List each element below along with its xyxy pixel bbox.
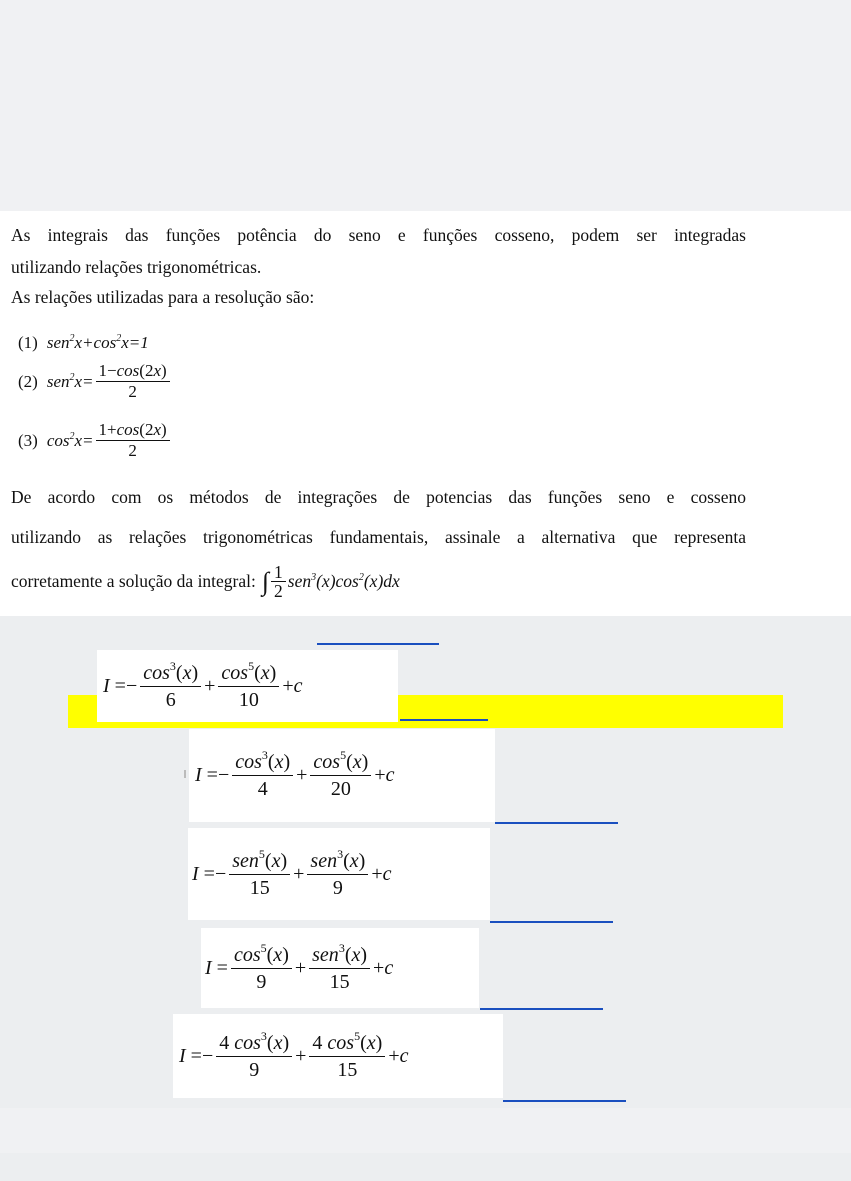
- option-e[interactable]: I =− $\frac{4 \cos^3(x)}{9}$ + $\frac{4 \cos^5(x)}{15}$ + c: [173, 1014, 503, 1098]
- option-b-underline: [495, 822, 618, 824]
- option-b[interactable]: I =− $\frac{\cos^3(x)}{4}$ + $\frac{\cos^5(x)}{20}$ + c: [189, 729, 495, 822]
- option-a-underline: [400, 719, 488, 721]
- relation-3: [18, 420, 172, 461]
- question-line-6: [11, 563, 400, 600]
- question-line-6-text: corretamente a solução da integral:: [11, 571, 256, 591]
- option-d-underline: [480, 1008, 603, 1010]
- option-c[interactable]: I =− $\frac{sen^5(x)}{15}$ + $\frac{sen^3(x)}{9}$ + c: [188, 828, 490, 920]
- option-b-marker: [184, 770, 186, 778]
- relation-2: [18, 361, 172, 402]
- relation-1: [18, 333, 149, 353]
- question-line-4: De acordo com os métodos de integrações de potencias das funções seno e cosseno: [11, 487, 746, 507]
- question-panel: [0, 211, 851, 616]
- question-line-5: utilizando as relações trigonométricas fundamentais, assinale a alternativa que representa: [11, 527, 746, 547]
- option-d[interactable]: I = $\frac{\cos^5(x)}{9}$ + $\frac{sen^3(x)}{15}$ + c: [201, 928, 479, 1008]
- integral-integrand: $sen^3(x)\cos^2(x)dx$: [287, 571, 400, 591]
- question-line-1: As integrais das funções potência do seno e funções cosseno, podem ser integradas: [11, 225, 746, 245]
- relation-3-label: (3): [18, 430, 38, 450]
- link-underline: [317, 643, 439, 645]
- relation-1-formula: $sen^2x+\cos^2x=1$: [46, 333, 149, 352]
- relation-2-label: (2): [18, 371, 38, 391]
- question-line-3: As relações utilizadas para a resolução são:: [11, 287, 315, 307]
- relation-2-fraction: $\frac{1-\cos(2x)}{2}$: [96, 361, 170, 402]
- option-c-underline: [490, 921, 613, 923]
- integral-sign: ∫: [261, 566, 270, 596]
- option-a[interactable]: I =− $\frac{\cos^3(x)}{6}$ + $\frac{\cos^5(x)}{10}$ + c: [97, 650, 398, 722]
- relation-2-lhs: sen$^2$x=: [46, 371, 94, 391]
- option-e-underline: [503, 1100, 626, 1102]
- integral-coefficient: $\frac{1}{2}$: [271, 563, 286, 600]
- relation-3-lhs: $\cos^2x=$: [46, 430, 94, 450]
- bottom-strip: [0, 1153, 851, 1181]
- relation-1-label: (1): [18, 333, 38, 352]
- relation-3-fraction: $\frac{1+\cos(2x)}{2}$: [96, 420, 170, 461]
- question-line-2: utilizando relações trigonométricas.: [11, 257, 262, 277]
